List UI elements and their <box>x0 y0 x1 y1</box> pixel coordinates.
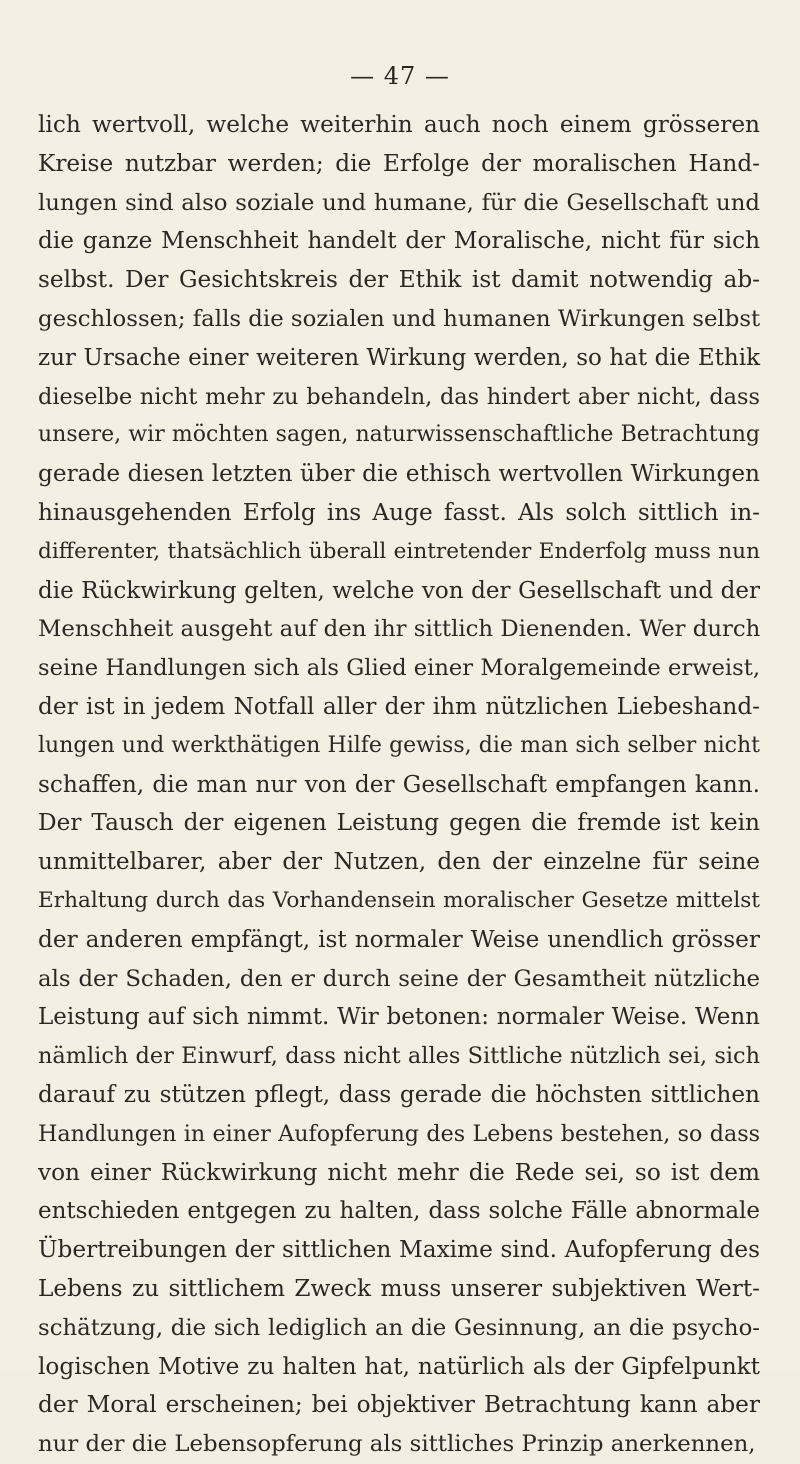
text-line: Lebens zu sittlichem Zweck muss unserer subjektiven Wert- <box>38 1274 760 1302</box>
text-line: entschieden entgegen zu halten, dass solche Fälle abnormale <box>38 1198 760 1225</box>
text-line: logischen Motive zu halten hat, natürlich als der Gipfelpunkt <box>38 1352 760 1380</box>
text-line: der ist in jedem Notfall aller der ihm nützlichen Liebeshand- <box>38 692 760 720</box>
text-line: der Moral erscheinen; bei objektiver Betrachtung kann aber <box>38 1391 760 1419</box>
text-line: Übertreibungen der sittlichen Maxime sind. Aufopferung des <box>38 1236 760 1264</box>
text-line: Leistung auf sich nimmt. Wir betonen: normaler Weise. Wenn <box>38 1004 760 1031</box>
text-line: geschlossen; falls die sozialen und humanen Wirkungen selbst <box>38 305 761 332</box>
text-line: die ganze Menschheit handelt der Moralische, nicht für sich <box>38 227 760 255</box>
text-line: lungen und werkthätigen Hilfe gewiss, die man sich selber nicht <box>38 732 760 758</box>
text-line: Erhaltung durch das Vorhandensein moralischer Gesetze mittelst <box>38 887 760 913</box>
text-line: zur Ursache einer weiteren Wirkung werden, so hat die Ethik <box>38 344 760 371</box>
text-line: selbst. Der Gesichtskreis der Ethik ist damit notwendig ab- <box>38 266 760 294</box>
text-line: Handlungen in einer Aufopferung des Lebens bestehen, so dass <box>38 1120 760 1147</box>
text-line: Kreise nutzbar werden; die Erfolge der moralischen Hand- <box>38 149 760 177</box>
text-line: lungen sind also soziale und humane, für die Gesellschaft und <box>38 189 760 216</box>
text-line: schätzung, die sich lediglich an die Gesinnung, an die psycho- <box>38 1314 760 1341</box>
text-line: unsere, wir möchten sagen, naturwissenschaftliche Betrachtung <box>38 422 760 448</box>
body-text <box>38 106 760 1464</box>
text-line: darauf zu stützen pflegt, dass gerade die höchsten sittlichen <box>38 1080 760 1108</box>
text-line: die Rückwirkung gelten, welche von der Gesellschaft und der <box>38 577 760 604</box>
page-number: — 47 — <box>350 62 450 90</box>
text-line: als der Schaden, den er durch seine der Gesamtheit nützliche <box>38 965 760 992</box>
text-line: nur der die Lebensopferung als sittliches Prinzip anerkennen, <box>38 1431 756 1458</box>
text-line: Menschheit ausgeht auf den ihr sittlich Dienenden. Wer durch <box>38 616 761 643</box>
text-line: schaffen, die man nur von der Gesellschaft empfangen kann. <box>38 770 760 798</box>
text-line: Der Tausch der eigenen Leistung gegen die fremde ist kein <box>38 809 760 837</box>
text-line: seine Handlungen sich als Glied einer Moralgemeinde erweist, <box>38 655 760 682</box>
text-line: dieselbe nicht mehr zu behandeln, das hindert aber nicht, dass <box>38 383 760 410</box>
text-line: gerade diesen letzten über die ethisch wertvollen Wirkungen <box>38 460 760 488</box>
text-line: lich wertvoll, welche weiterhin auch noch einem grösseren <box>38 111 760 138</box>
text-line: unmittelbarer, aber der Nutzen, den der einzelne für seine <box>38 848 760 876</box>
text-line: differenter, thatsächlich überall eintretender Enderfolg muss nun <box>38 538 760 564</box>
text-line: hinausgehenden Erfolg ins Auge fasst. Als solch sittlich in- <box>38 498 760 526</box>
text-line: der anderen empfängt, ist normaler Weise unendlich grösser <box>38 925 760 953</box>
text-line: nämlich der Einwurf, dass nicht alles Sittliche nützlich sei, sich <box>38 1043 760 1070</box>
text-line: von einer Rückwirkung nicht mehr die Rede sei, so ist dem <box>38 1158 760 1186</box>
